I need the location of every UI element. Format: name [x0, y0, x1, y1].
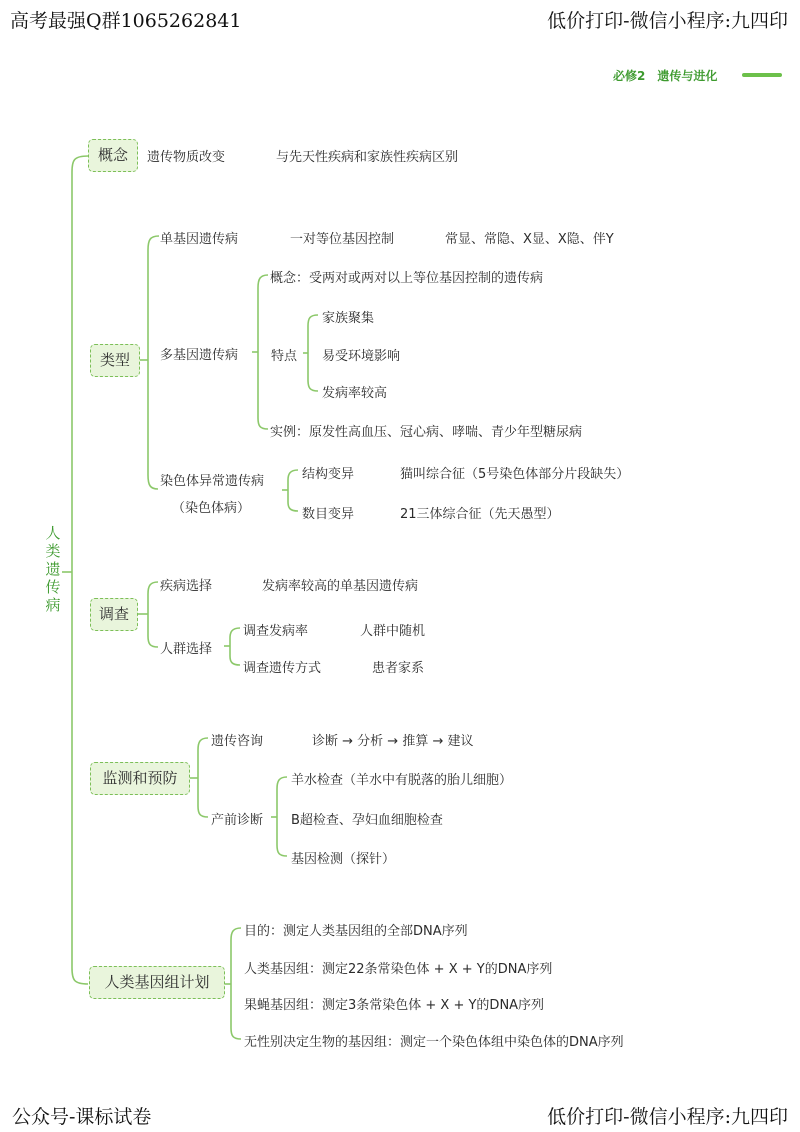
- genome-item: 无性别决定生物的基因组：测定一个染色体组中染色体的DNA序列: [244, 1035, 624, 1050]
- multi-gene-disease: 多基因遗传病: [160, 348, 239, 363]
- genome-project-box: 人类基因组计划: [89, 966, 225, 999]
- watermark-bottom-right: 低价打印-微信小程序:九四印: [547, 1106, 788, 1128]
- genetic-counseling: 遗传咨询: [211, 734, 264, 749]
- prevention-box: 监测和预防: [90, 762, 190, 795]
- single-gene-desc: 一对等位基因控制: [290, 232, 395, 247]
- watermark-bottom-left: 公众号-课标试卷: [12, 1106, 152, 1128]
- multi-gene-concept: 概念：受两对或两对以上等位基因控制的遗传病: [270, 271, 544, 286]
- chromosome-disease-alias: （染色体病）: [172, 501, 251, 516]
- genome-item: 目的：测定人类基因组的全部DNA序列: [244, 924, 468, 939]
- root-label: 人类遗传病: [45, 524, 61, 614]
- survey-box: 调查: [90, 598, 138, 631]
- numerical-variation: 数目变异: [302, 507, 355, 522]
- concept-text: 遗传物质改变: [147, 150, 226, 165]
- disease-selection-desc: 发病率较高的单基因遗传病: [262, 579, 419, 594]
- multi-gene-feature-label: 特点: [271, 349, 298, 364]
- survey-rate: 调查发病率: [243, 624, 309, 639]
- disease-selection: 疾病选择: [160, 579, 213, 594]
- prenatal-method: 羊水检查（羊水中有脱落的胎儿细胞）: [291, 773, 513, 788]
- survey-rate-desc: 人群中随机: [360, 624, 426, 639]
- numerical-example: 21三体综合征（先天愚型）: [400, 507, 560, 522]
- concept-difference: 与先天性疾病和家族性疾病区别: [276, 150, 459, 165]
- genome-item: 人类基因组：测定22条常染色体 + X + Y的DNA序列: [244, 962, 553, 977]
- crowd-selection: 人群选择: [160, 642, 213, 657]
- genome-item: 果蝇基因组：测定3条常染色体 + X + Y的DNA序列: [244, 998, 545, 1013]
- watermark-top-right: 低价打印-微信小程序:九四印: [547, 10, 788, 32]
- watermark-top-left: 高考最强Q群1065262841: [10, 10, 242, 32]
- structural-example: 猫叫综合征（5号染色体部分片段缺失）: [400, 467, 630, 482]
- survey-mode: 调查遗传方式: [243, 661, 322, 676]
- prenatal-method: B超检查、孕妇血细胞检查: [291, 813, 443, 828]
- section-header: 必修2 遗传与进化: [613, 69, 718, 83]
- counseling-steps: 诊断 → 分析 → 推算 → 建议: [312, 734, 474, 749]
- prenatal-method: 基因检测（探针）: [291, 852, 396, 867]
- concept-box: 概念: [88, 139, 138, 172]
- prenatal-diagnosis: 产前诊断: [211, 813, 264, 828]
- single-gene-disease: 单基因遗传病: [160, 232, 239, 247]
- feature-item: 发病率较高: [322, 386, 388, 401]
- feature-item: 家族聚集: [322, 311, 375, 326]
- chromosome-disease: 染色体异常遗传病: [160, 474, 265, 489]
- multi-gene-example: 实例：原发性高血压、冠心病、哮喘、青少年型糖尿病: [270, 425, 583, 440]
- single-gene-kinds: 常显、常隐、X显、X隐、伴Y: [445, 232, 614, 247]
- feature-item: 易受环境影响: [322, 349, 401, 364]
- structural-variation: 结构变异: [302, 467, 355, 482]
- types-box: 类型: [90, 344, 140, 377]
- survey-mode-desc: 患者家系: [372, 661, 425, 676]
